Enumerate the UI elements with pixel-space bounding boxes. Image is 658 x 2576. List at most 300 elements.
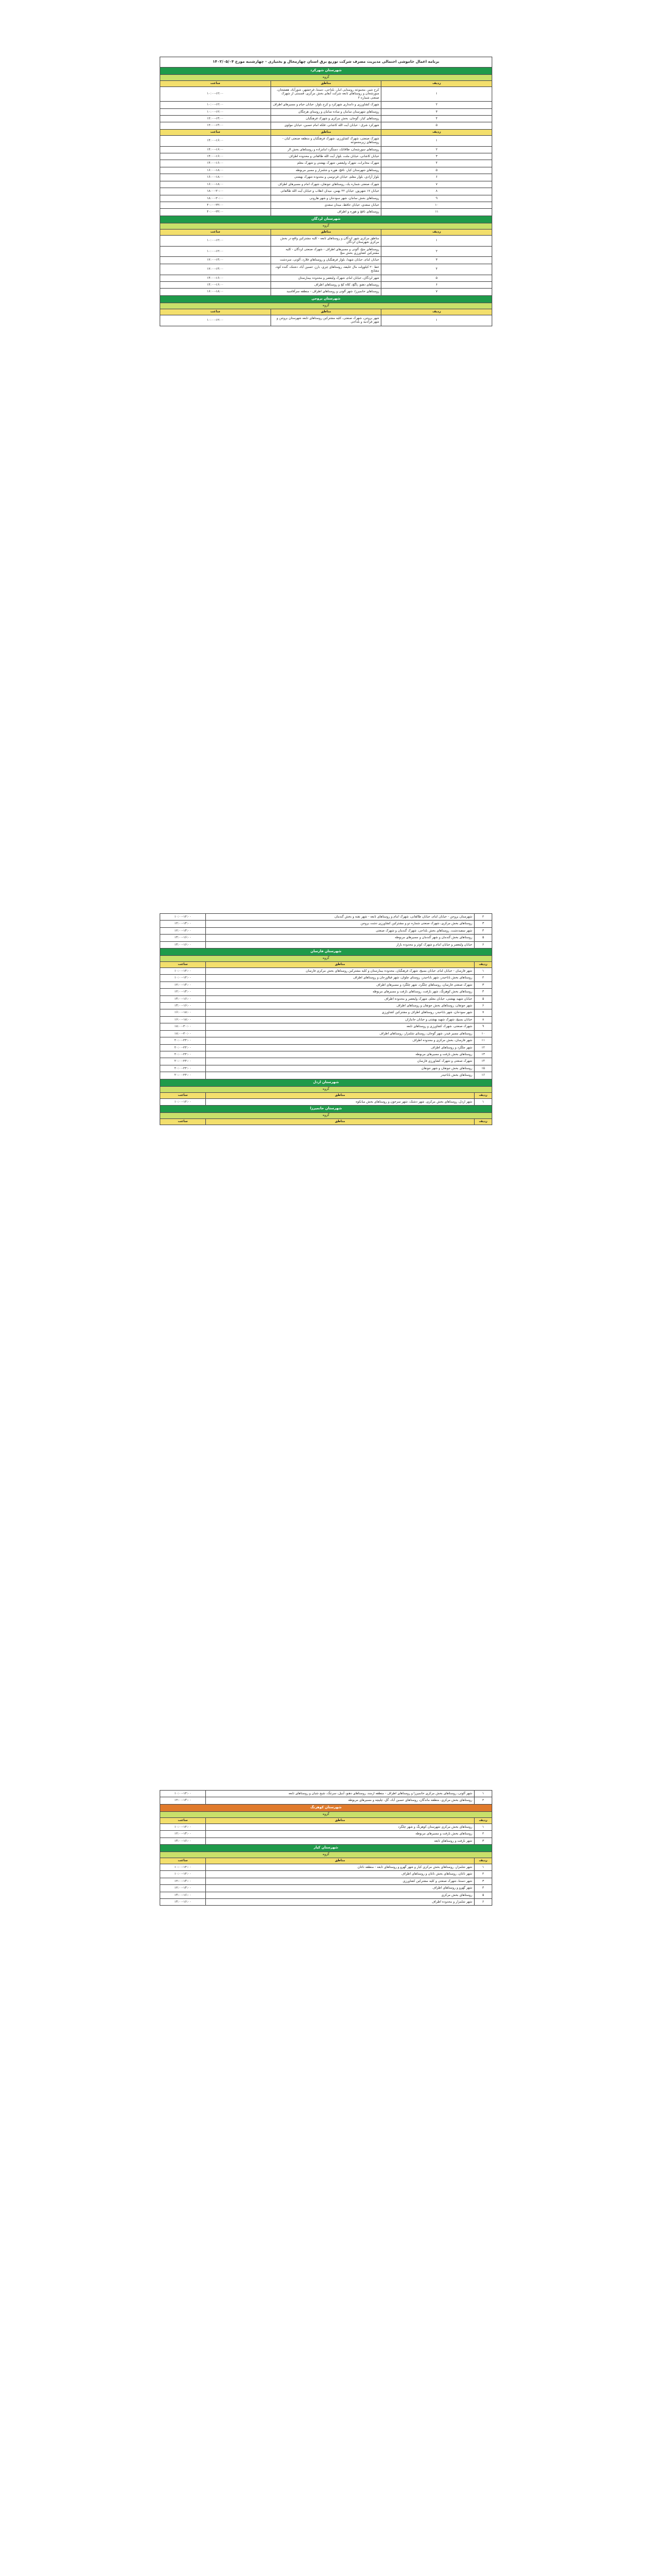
group-subheading-row — [160, 1112, 492, 1118]
city-heading: شهرستان بروجن — [160, 295, 492, 303]
row-number: ۱ — [475, 1864, 492, 1871]
row-areas: شهر ناغان، روستاهای بخش ناغان و روستاهای اطراف — [206, 1871, 475, 1878]
row-number: ۶ — [475, 1899, 492, 1906]
city-heading-row — [160, 295, 492, 303]
table-row — [160, 1791, 492, 1797]
city-heading: شهرستان فارسان — [160, 949, 492, 956]
header-num: ردیف — [475, 1118, 492, 1125]
header-desc: مناطق — [271, 309, 381, 315]
row-time: ۱۰:۰۰-۱۲:۰۰ — [160, 246, 271, 257]
table-row — [160, 921, 492, 927]
header-num: ردیف — [381, 129, 492, 135]
row-time: ۱۲:۰۰-۱۴:۰۰ — [160, 1831, 206, 1837]
table-row — [160, 264, 492, 275]
row-number: ۸ — [475, 1016, 492, 1023]
row-time: ۱۴:۰۰-۱۶:۰۰ — [160, 941, 206, 948]
row-time: ۱۲:۰۰-۱۴:۰۰ — [160, 122, 271, 129]
row-time: ۱۶:۰۰-۱۸:۰۰ — [160, 1009, 206, 1016]
table-row — [160, 1037, 492, 1044]
group-subheading: گروه — [160, 223, 492, 229]
header-desc: مناطق — [206, 1118, 475, 1125]
row-number: ۳ — [475, 1837, 492, 1844]
city-heading: شهرستان کوهرنگ — [160, 1804, 492, 1811]
table-row — [160, 1016, 492, 1023]
row-time: ۱۴:۰۰-۱۶:۰۰ — [160, 1837, 206, 1844]
row-number: ۲ — [381, 146, 492, 153]
row-number: ۵ — [475, 995, 492, 1002]
row-areas: شهرک مخابرات، شهرک ولیعصر، شهرک بهشتی و شهرک معلم — [271, 160, 381, 167]
header-time: ساعت — [160, 81, 271, 87]
row-areas: روستاهای شهرستان کیار، نافچ، هوره و شلمزار و مسیر مربوطه — [271, 167, 381, 174]
schedule-page-2 — [160, 913, 492, 1125]
row-time: ۱۴:۰۰-۱۶:۰۰ — [160, 1892, 206, 1898]
row-time: ۱۰:۰۰-۱۲:۰۰ — [160, 102, 271, 108]
row-number: ۱۱ — [475, 1037, 492, 1044]
city-heading: شهرستان شهرکرد — [160, 68, 492, 75]
table-row — [160, 1044, 492, 1051]
row-time: ۱۰:۰۰-۱۲:۰۰ — [160, 235, 271, 246]
row-areas: خط ۲۰ کیلوولت مال خلیفه، روستاهای چری، بارز، حسین آباد، دشتک، گنده کوه، مشایخ — [271, 264, 381, 275]
table-row — [160, 153, 492, 160]
city-heading-row — [160, 949, 492, 956]
table-row — [160, 160, 492, 167]
row-time: ۱۸:۰۰-۲۰:۰۰ — [160, 195, 271, 202]
column-header-row — [160, 1118, 492, 1125]
row-areas: شهر فارسان، بخش مرکزی و محدوده اطراف — [206, 1037, 475, 1044]
row-number: ۱ — [381, 315, 492, 326]
group-subheading: گروه — [160, 303, 492, 309]
row-time: ۱۸:۰۰-۲۰:۰۰ — [160, 1023, 206, 1030]
row-number: ۳ — [475, 921, 492, 927]
header-time: ساعت — [160, 229, 271, 235]
row-number: ۴ — [381, 160, 492, 167]
row-number: ۸ — [381, 188, 492, 195]
row-areas: شهرک صنعتی فارسان، روستاهای چلگرد، شهر چلگرد و مسیرهای اطراف — [206, 981, 475, 988]
row-areas: شهر بازفت و روستاهای تابعه — [206, 1837, 475, 1844]
row-areas: شهر بروجن، شهرک صنعتی، کلیه مشترکین روستاهای تابعه شهرستان بروجن و شهر فرادنبه و بلداجی — [271, 315, 381, 326]
row-areas: شهر شلمزار، روستاهای بخش مرکزی کیار و شهر گهرو و روستاهای تابعه - منطقه ناغان — [206, 1864, 475, 1871]
group-subheading: گروه — [160, 956, 492, 962]
row-areas: روستاهای کیار، گوجان، بخش مرکزی و شهرک فرهنگیان — [271, 116, 381, 122]
header-desc: مناطق — [206, 962, 475, 968]
column-header-row — [160, 129, 492, 135]
row-number: ۴ — [475, 927, 492, 934]
row-time: ۱۰:۰۰-۱۲:۰۰ — [160, 914, 206, 921]
schedule-table — [160, 57, 492, 326]
row-areas: شهرستان بروجن - خیابان امام، خیابان طالقانی، شهرک امام و روستاهای تابعه - شهر نقنه و بخش گندمان — [206, 914, 475, 921]
row-number: ۱ — [475, 968, 492, 975]
row-time: ۱۴:۰۰-۱۶:۰۰ — [160, 153, 271, 160]
table-row — [160, 935, 492, 941]
group-subheading-row — [160, 223, 492, 229]
city-heading-row — [160, 1105, 492, 1112]
row-areas: شهر آلونی، روستاهای بخش مرکزی خانمیرزا و روستاهای اطراف - منطقه ارمند، روستاهای دهنو، آبنیل، سرتنگ، شیخ شبان و روستاهای تابعه — [206, 1791, 475, 1797]
row-number: ۵ — [381, 167, 492, 174]
table-row — [160, 174, 492, 181]
row-number: ۲ — [381, 102, 492, 108]
row-number: ۴ — [381, 116, 492, 122]
row-number: ۷ — [475, 1009, 492, 1016]
schedule-page-3 — [160, 1790, 492, 1906]
table-row — [160, 1797, 492, 1804]
row-time: ۱۲:۰۰-۱۴:۰۰ — [160, 264, 271, 275]
row-areas: شهر سفیددشت، روستاهای بخش بلداجی، شهرک گندمان و شهرک صنعتی — [206, 927, 475, 934]
group-subheading-row — [160, 956, 492, 962]
row-areas: روستاهای سورشجان، طاقانک، دستگرد امامزاده و روستاهای بخش لار — [271, 146, 381, 153]
row-time: ۱۸:۰۰-۲۰:۰۰ — [160, 188, 271, 195]
table-row — [160, 975, 492, 981]
row-time: ۱۶:۰۰-۱۸:۰۰ — [160, 174, 271, 181]
row-time: ۱۲:۰۰-۱۴:۰۰ — [160, 116, 271, 122]
group-subheading: گروه — [160, 1852, 492, 1858]
row-areas: شهر دستنا، شهرک صنعتی و کلیه مشترکین کشاورزی — [206, 1878, 475, 1884]
table-row — [160, 1003, 492, 1009]
row-number: ۵ — [475, 1892, 492, 1898]
row-areas: روستاهای بخش مرکزی، منطقه ماندگان، روستاهای حسین آباد، گل، چلیچه و مسیرهای مربوطه — [206, 1797, 475, 1804]
group-subheading-row — [160, 1811, 492, 1817]
row-areas: روستاهای شهرستان سامان و ساده سامان و روستای هرچگان — [271, 108, 381, 115]
header-num: ردیف — [381, 81, 492, 87]
row-time: ۱۴:۰۰-۱۶:۰۰ — [160, 160, 271, 167]
row-number: ۴ — [475, 1885, 492, 1892]
row-number: ۷ — [381, 289, 492, 295]
row-time: ۱۰:۰۰-۱۲:۰۰ — [160, 87, 271, 102]
row-areas: روستاهای بخش بازفت و مسیرهای مربوطه — [206, 1831, 475, 1837]
table-row — [160, 1058, 492, 1065]
row-number: ۶ — [475, 941, 492, 948]
row-number: ۵ — [475, 935, 492, 941]
row-time: ۲۰:۰۰-۲۲:۰۰ — [160, 1065, 206, 1072]
table-row — [160, 281, 492, 288]
table-row — [160, 146, 492, 153]
row-time: ۲۰:۰۰-۲۲:۰۰ — [160, 1058, 206, 1065]
row-areas: شهرک صنعتی و شهرک کشاورزی فارسان — [206, 1058, 475, 1065]
row-time: ۲۰:۰۰-۲۲:۰۰ — [160, 1051, 206, 1058]
city-heading-row — [160, 216, 492, 223]
row-time: ۱۰:۰۰-۱۲:۰۰ — [160, 1098, 206, 1105]
table-row — [160, 995, 492, 1002]
header-time: ساعت — [160, 1858, 206, 1864]
row-areas: خیابان ۱۷ شهریور، خیابان ۲۲ بهمن، میدان انقلاب و خیابان آیت الله طالقانی — [271, 188, 381, 195]
row-number: ۳ — [381, 153, 492, 160]
table-row — [160, 209, 492, 216]
row-time: ۱۶:۰۰-۱۸:۰۰ — [160, 289, 271, 295]
table-row — [160, 1098, 492, 1105]
row-time: ۱۴:۰۰-۱۶:۰۰ — [160, 1899, 206, 1906]
row-areas: شهر لردگان، خیابان امام، شهرک ولیعصر و محدوده بیمارستان — [271, 275, 381, 281]
table-row — [160, 1899, 492, 1906]
row-number: ۱۶ — [475, 1072, 492, 1079]
row-time: ۱۲:۰۰-۱۴:۰۰ — [160, 921, 206, 927]
row-areas: شهر اردل، روستاهای بخش مرکزی، شهر دشتک، شهر سرخون و روستاهای بخش میانکوه — [206, 1098, 475, 1105]
row-areas: روستاهای بخش مرکزی — [206, 1892, 475, 1898]
table-row — [160, 275, 492, 281]
row-time: ۱۶:۰۰-۱۸:۰۰ — [160, 167, 271, 174]
row-areas: روستاهای بخش بازفت و مسیرهای مربوطه — [206, 1051, 475, 1058]
row-number: ۲ — [475, 975, 492, 981]
row-areas: مناطق مرکزی شهر لردگان و روستاهای تابعه - کلیه مشترکین واقع در بخش مرکزی شهرستان لردگان — [271, 235, 381, 246]
row-areas: روستاهای مسیر فیدر، شهر گوجان، روستای شلمزار، روستاهای اطراف — [206, 1030, 475, 1037]
document-title: برنامه اعمال خاموشی احتمالی مدیریت مصرف شرکت توزیع برق استان چهارمحال و بختیاری - چهارشنبه مورخ ۱۴۰۲/۰۵/۰۴ — [160, 57, 492, 68]
row-areas: شهرک صنعتی، شهرک کشاورزی و روستاهای تابعه — [206, 1023, 475, 1030]
row-areas: شهر چلگرد و روستاهای اطراف — [206, 1044, 475, 1051]
row-number: ۱ — [475, 1823, 492, 1830]
row-time: ۱۲:۰۰-۱۴:۰۰ — [160, 981, 206, 988]
header-time: ساعت — [160, 309, 271, 315]
header-desc: مناطق — [206, 1092, 475, 1098]
row-number: ۶ — [381, 174, 492, 181]
row-number: ۱ — [381, 87, 492, 102]
schedule-page-1 — [160, 57, 492, 326]
table-row — [160, 1885, 492, 1892]
row-areas: شهرک صنعتی، شهرک کشاورزی، شهرک فرهنگیان و منطقه صنعتی کیان - روستاهای زیرمجموعه — [271, 135, 381, 146]
row-areas: شهرک کشاورزی و دامداری شهرکرد و کرخ بلوار، خیابان خیام و مسیرهای اطراف — [271, 102, 381, 108]
group-subheading: گروه — [160, 1086, 492, 1092]
city-heading-row — [160, 1845, 492, 1852]
city-heading-row — [160, 68, 492, 75]
row-time: ۱۲:۰۰-۱۴:۰۰ — [160, 989, 206, 995]
city-heading-row — [160, 1804, 492, 1811]
header-num: ردیف — [381, 229, 492, 235]
row-number: ۷ — [381, 181, 492, 188]
header-time: ساعت — [160, 1092, 206, 1098]
schedule-table — [160, 1790, 492, 1906]
row-time: ۲۰:۰۰-۲۲:۰۰ — [160, 1072, 206, 1079]
table-row — [160, 116, 492, 122]
row-areas: شهر جونقان، روستاهای بخش جونقان و روستاهای اطراف — [206, 1003, 475, 1009]
city-heading-row — [160, 1079, 492, 1086]
row-number: ۲ — [381, 246, 492, 257]
table-row — [160, 1837, 492, 1844]
row-areas: خیابان ولیعصر و خیابان امام و شهرک کوثر و محدوده بازار — [206, 941, 475, 948]
row-number: ۲ — [475, 1831, 492, 1837]
row-number: ۶ — [475, 1003, 492, 1009]
row-areas: خیابان سعدی، خیابان حافظ، میدان سعدی — [271, 202, 381, 208]
row-number: ۱۰ — [381, 202, 492, 208]
row-number: ۱ — [475, 1098, 492, 1105]
row-time: ۱۰:۰۰-۱۲:۰۰ — [160, 1823, 206, 1830]
row-time: ۱۲:۰۰-۱۴:۰۰ — [160, 257, 271, 264]
row-areas: شهر سودجان، شهر باباحیدر، روستاهای اطراف و مشترکین کشاورزی — [206, 1009, 475, 1016]
row-time: ۱۲:۰۰-۱۴:۰۰ — [160, 1885, 206, 1892]
table-row — [160, 195, 492, 202]
row-number: ۵ — [381, 122, 492, 129]
table-row — [160, 989, 492, 995]
group-subheading-row — [160, 1852, 492, 1858]
table-row — [160, 1892, 492, 1898]
row-number: ۴ — [475, 989, 492, 995]
row-time: ۱۰:۰۰-۱۲:۰۰ — [160, 1864, 206, 1871]
row-time: ۱۲:۰۰-۱۴:۰۰ — [160, 1878, 206, 1884]
header-desc: مناطق — [206, 1817, 475, 1823]
row-number: ۱۳ — [475, 1051, 492, 1058]
row-number: ۳ — [381, 257, 492, 264]
row-number: ۹ — [381, 195, 492, 202]
row-time: ۱۴:۰۰-۱۶:۰۰ — [160, 281, 271, 288]
header-time: ساعت — [160, 129, 271, 135]
column-header-row — [160, 1858, 492, 1864]
row-number: ۱ — [475, 1791, 492, 1797]
row-time: ۲۰:۰۰-۲۲:۰۰ — [160, 202, 271, 208]
table-row — [160, 1030, 492, 1037]
row-number: ۱۵ — [475, 1065, 492, 1072]
row-number: ۳ — [381, 108, 492, 115]
row-time: ۱۴:۰۰-۱۶:۰۰ — [160, 1003, 206, 1009]
city-heading: شهرستان خانمیرزا — [160, 1105, 492, 1112]
table-row — [160, 122, 492, 129]
group-subheading-row — [160, 75, 492, 81]
header-time: ساعت — [160, 962, 206, 968]
header-num: ردیف — [475, 962, 492, 968]
row-time: ۱۴:۰۰-۱۶:۰۰ — [160, 995, 206, 1002]
row-time: ۱۰:۰۰-۱۲:۰۰ — [160, 108, 271, 115]
group-subheading-row — [160, 303, 492, 309]
table-row — [160, 167, 492, 174]
table-row — [160, 257, 492, 264]
row-number: ۳ — [475, 981, 492, 988]
row-number: ۱ — [381, 235, 492, 246]
row-areas: روستاهای بخش مرکزی، شهرک صنعتی شماره دو و مشترکین کشاورزی دشت بروجن — [206, 921, 475, 927]
row-number: ۹ — [475, 1023, 492, 1030]
header-desc: مناطق — [206, 1858, 475, 1864]
header-num: ردیف — [475, 1092, 492, 1098]
row-areas: روستاهای بخش باباحیدر — [206, 1072, 475, 1079]
table-row — [160, 246, 492, 257]
column-header-row — [160, 81, 492, 87]
row-number: ۳ — [475, 1878, 492, 1884]
table-row — [160, 1871, 492, 1878]
document-title-row — [160, 57, 492, 68]
table-row — [160, 1864, 492, 1871]
row-areas: روستاهای بخش مرکزی شهرستان کوهرنگ و شهر چلگرد — [206, 1823, 475, 1830]
row-areas: شهر گهرو و روستاهای اطراف — [206, 1885, 475, 1892]
row-time: ۲۰:۰۰-۲۲:۰۰ — [160, 209, 271, 216]
table-row — [160, 108, 492, 115]
row-time: ۱۲:۰۰-۱۴:۰۰ — [160, 1797, 206, 1804]
header-time: ساعت — [160, 1817, 206, 1823]
row-time: ۱۰:۰۰-۱۲:۰۰ — [160, 1791, 206, 1797]
table-row — [160, 1878, 492, 1884]
row-number: ۴ — [381, 264, 492, 275]
row-areas: روستاهای منج، آلونی و مسیرهای اطراف - شهرک صنعتی لردگان - کلیه مشترکین کشاورزی بخش منج — [271, 246, 381, 257]
row-areas: روستاهای بخش باباحیدر، شهر باباحیدر، روستای چلوان، شهر فیلاورجان و روستاهای اطراف — [206, 975, 475, 981]
city-heading: شهرستان کیار — [160, 1845, 492, 1852]
row-time: ۲۰:۰۰-۲۲:۰۰ — [160, 1037, 206, 1044]
row-areas: کرخ شیر، مجموعه روستایی انبار، بلداجی، دستنا، فرخشهر، شورآباد، هفشجان، سورشجان و روستاهای تابعه شرکت آبفای بخش مرکزی، قسمتی از شهرک صنعتی شماره ۲ — [271, 87, 381, 102]
table-row — [160, 914, 492, 921]
row-areas: روستاهای خانمیرزا، شهر آلونی و روستاهای اطراف - منطقه سرآقاسید — [271, 289, 381, 295]
header-desc: مناطق — [271, 81, 381, 87]
row-areas: روستاهای بخش سامان، شهر سودجان و شهر هارونی — [271, 195, 381, 202]
row-number: ۲ — [475, 1871, 492, 1878]
row-time: ۱۴:۰۰-۱۶:۰۰ — [160, 146, 271, 153]
table-row — [160, 87, 492, 102]
row-areas: روستاهای بخش جونقان و شهر جونقان — [206, 1065, 475, 1072]
header-num: ردیف — [475, 1817, 492, 1823]
row-time: ۱۸:۰۰-۲۰:۰۰ — [160, 1030, 206, 1037]
header-num: ردیف — [381, 309, 492, 315]
row-areas: خیابان بسیج، شهرک شهید بهشتی و خیابان جانبازان — [206, 1016, 475, 1023]
table-row — [160, 927, 492, 934]
header-num: ردیف — [475, 1858, 492, 1864]
table-row — [160, 289, 492, 295]
row-areas: شهر شلمزار و محدوده اطراف — [206, 1899, 475, 1906]
row-time: ۲۰:۰۰-۲۲:۰۰ — [160, 1044, 206, 1051]
group-subheading-row — [160, 1086, 492, 1092]
group-subheading: گروه — [160, 75, 492, 81]
row-time: ۱۲:۰۰-۱۴:۰۰ — [160, 927, 206, 934]
table-row — [160, 188, 492, 195]
table-row — [160, 1009, 492, 1016]
table-row — [160, 981, 492, 988]
table-row — [160, 235, 492, 246]
row-areas: خیابان شهید بهشتی، خیابان معلم، شهرک ولیعصر و محدوده اطراف — [206, 995, 475, 1002]
row-areas: بلوار آزادی، بلوار معلم، خیابان فردوسی و محدوده شهرک بهشتی — [271, 174, 381, 181]
city-heading: شهرستان اردل — [160, 1079, 492, 1086]
row-number: ۶ — [381, 281, 492, 288]
row-time: ۱۶:۰۰-۱۸:۰۰ — [160, 181, 271, 188]
header-time: ساعت — [160, 1118, 206, 1125]
row-number: ۱۱ — [381, 209, 492, 216]
header-desc: مناطق — [271, 129, 381, 135]
group-subheading: گروه — [160, 1112, 492, 1118]
table-row — [160, 941, 492, 948]
row-time: ۱۰:۰۰-۱۲:۰۰ — [160, 315, 271, 326]
schedule-table — [160, 913, 492, 1125]
group-subheading: گروه — [160, 1811, 492, 1817]
row-time: ۱۰:۰۰-۱۲:۰۰ — [160, 975, 206, 981]
column-header-row — [160, 229, 492, 235]
table-row — [160, 181, 492, 188]
column-header-row — [160, 1092, 492, 1098]
row-areas: شهرکرد شرق - خیابان آیت الله کاشانی، فلکه امام حسین، خیابان مولوی — [271, 122, 381, 129]
table-row — [160, 202, 492, 208]
row-areas: روستاهای بخش کوهرنگ، شهر بازفت، روستاهای بازفت و مسیرهای مربوطه — [206, 989, 475, 995]
row-number: ۱۴ — [475, 1058, 492, 1065]
row-areas: روستاهای دهنو، پاگچ، کلاه کج و روستاهای اطراف — [271, 281, 381, 288]
table-row — [160, 315, 492, 326]
row-number: ۵ — [381, 275, 492, 281]
table-row — [160, 135, 492, 146]
row-time: ۱۶:۰۰-۱۸:۰۰ — [160, 1016, 206, 1023]
table-row — [160, 1051, 492, 1058]
row-areas: شهرک صنعتی شماره یک، روستاهای جونقان، شهرک امام و مسیرهای اطراف — [271, 181, 381, 188]
column-header-row — [160, 1817, 492, 1823]
table-row — [160, 1823, 492, 1830]
row-areas: خیابان کاشانی، خیابان ملت، بلوار آیت الله طالقانی و محدوده اطراف — [271, 153, 381, 160]
row-time: ۱۴:۰۰-۱۶:۰۰ — [160, 275, 271, 281]
table-row — [160, 1023, 492, 1030]
row-areas: روستاهای بخش گندمان و شهر گندمان و مسیرهای مربوطه — [206, 935, 475, 941]
row-time: ۱۴:۰۰-۱۶:۰۰ — [160, 135, 271, 146]
row-areas: روستاهای نافچ و هوره و اطراف — [271, 209, 381, 216]
row-areas: شهر فارسان - خیابان امام، خیابان بسیج، شهرک فرهنگیان، محدوده بیمارستان و کلیه مشترکین روستاهای بخش مرکزی فارسان — [206, 968, 475, 975]
row-time: ۱۰:۰۰-۱۲:۰۰ — [160, 1871, 206, 1878]
header-desc: مناطق — [271, 229, 381, 235]
column-header-row — [160, 962, 492, 968]
table-row — [160, 1072, 492, 1079]
table-row — [160, 102, 492, 108]
row-number: ۲ — [475, 914, 492, 921]
table-row — [160, 1831, 492, 1837]
row-time: ۱۰:۰۰-۱۲:۰۰ — [160, 968, 206, 975]
column-header-row — [160, 309, 492, 315]
row-number: ۱۰ — [475, 1030, 492, 1037]
row-number: ۱ — [381, 135, 492, 146]
table-row — [160, 968, 492, 975]
row-time: ۱۴:۰۰-۱۶:۰۰ — [160, 935, 206, 941]
row-number: ۱۲ — [475, 1044, 492, 1051]
